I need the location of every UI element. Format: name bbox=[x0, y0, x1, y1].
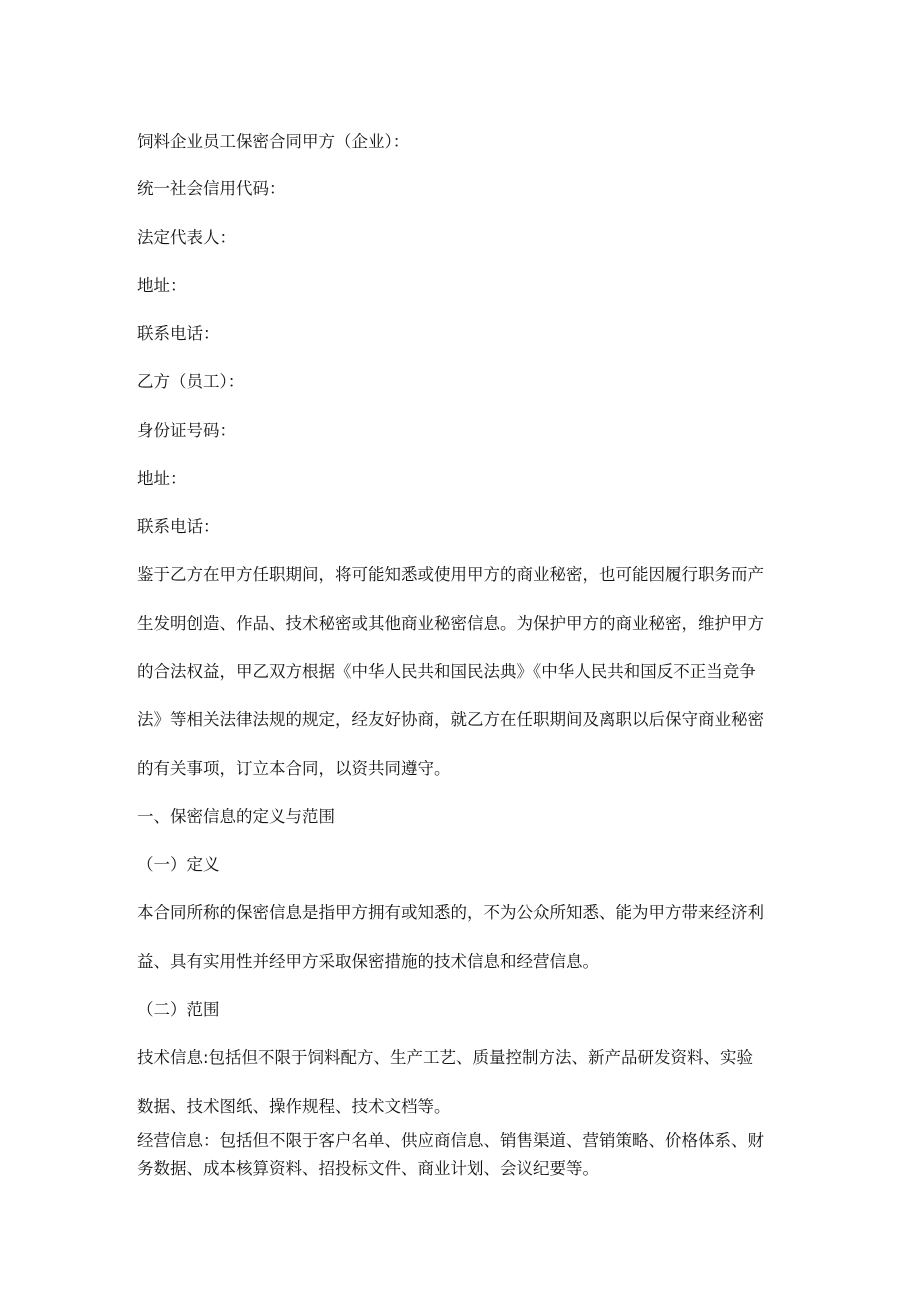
preamble-line: 鉴于乙方在甲方任职期间，将可能知悉或使用甲方的商业秘密，也可能因履行职务而产 bbox=[137, 565, 764, 584]
subsection-heading-definition: （一）定义 bbox=[137, 855, 220, 874]
definition-line: 益、具有实用性并经甲方采取保密措施的技术信息和经营信息。 bbox=[137, 952, 599, 971]
section-heading: 一、保密信息的定义与范围 bbox=[137, 807, 335, 826]
business-info-line: 经营信息：包括但不限于客户名单、供应商信息、销售渠道、营销策略、价格体系、财 bbox=[137, 1131, 764, 1150]
party-a-address-label: 地址： bbox=[137, 276, 187, 295]
business-info-line: 务数据、成本核算资料、招投标文件、商业计划、会议纪要等。 bbox=[137, 1159, 599, 1178]
preamble-line: 的合法权益，甲乙双方根据《中华人民共和国民法典》《中华人民共和国反不正当竞争 bbox=[137, 662, 756, 681]
subsection-heading-scope: （二）范围 bbox=[137, 1000, 220, 1019]
party-a-credit-code-label: 统一社会信用代码： bbox=[137, 179, 286, 198]
party-b-label: 乙方（员工）： bbox=[137, 372, 245, 391]
preamble-line: 的有关事项，订立本合同，以资共同遵守。 bbox=[137, 759, 451, 778]
preamble-line: 生发明创造、作品、技术秘密或其他商业秘密信息。为保护甲方的商业秘密，维护甲方 bbox=[137, 614, 764, 633]
definition-line: 本合同所称的保密信息是指甲方拥有或知悉的，不为公众所知悉、能为甲方带来经济利 bbox=[137, 903, 764, 922]
preamble-line: 法》等相关法律法规的规定，经友好协商，就乙方在任职期间及离职以后保守商业秘密 bbox=[137, 710, 764, 729]
tech-info-line: 数据、技术图纸、操作规程、技术文档等。 bbox=[137, 1097, 451, 1116]
tech-info-line: 技术信息:包括但不限于饲料配方、生产工艺、质量控制方法、新产品研发资料、实验 bbox=[137, 1048, 754, 1067]
party-b-id-number-label: 身份证号码： bbox=[137, 421, 236, 440]
party-a-legal-rep-label: 法定代表人： bbox=[137, 228, 236, 247]
party-a-phone-label: 联系电话： bbox=[137, 324, 220, 343]
party-b-phone-label: 联系电话： bbox=[137, 517, 220, 536]
party-b-address-label: 地址： bbox=[137, 469, 187, 488]
contract-title-line: 饲料企业员工保密合同甲方（企业）： bbox=[137, 132, 410, 151]
